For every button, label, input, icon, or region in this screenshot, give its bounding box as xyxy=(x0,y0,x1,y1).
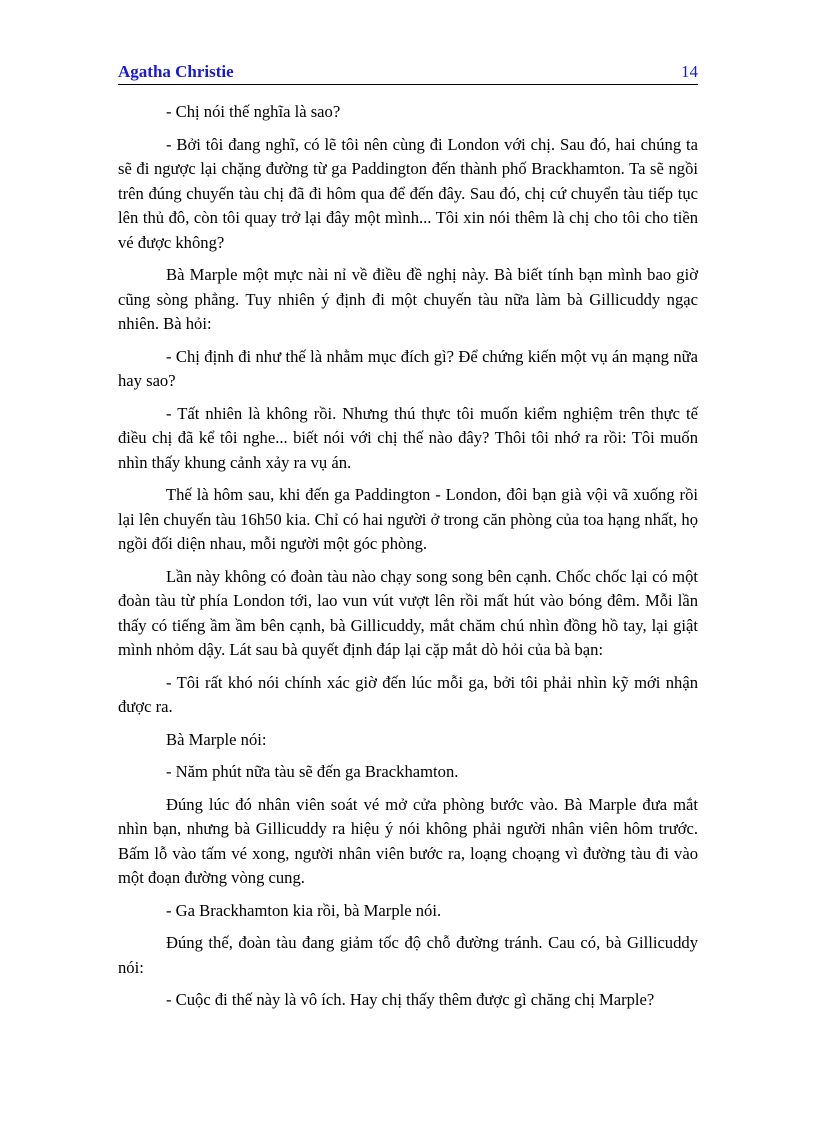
book-author-title: Agatha Christie xyxy=(118,62,234,81)
paragraph: Lần này không có đoàn tàu nào chạy song song bên cạnh. Chốc chốc lại có một đoàn tàu từ phía London tới, lao vun vút vượt lên rồi mất hút vào bóng đêm. Mỗi lần thấy có tiếng ầm ầm bên cạnh, bà Gillicuddy, mắt chăm chú nhìn đồng hồ tay, lại giật mình nhỏm dậy. Lát sau bà quyết định đáp lại cặp mắt dò hỏi của bà bạn: xyxy=(118,566,698,659)
paragraph: Đúng thế, đoàn tàu đang giảm tốc độ chỗ đường tránh. Cau có, bà Gillicuddy nói: xyxy=(118,933,698,977)
page-header xyxy=(118,58,698,85)
paragraph: - Tôi rất khó nói chính xác giờ đến lúc mỗi ga, bởi tôi phải nhìn kỹ mới nhận được ra. xyxy=(118,672,698,716)
paragraph: - Năm phút nữa tàu sẽ đến ga Brackhamton. xyxy=(166,762,459,781)
paragraph: - Ga Brackhamton kia rồi, bà Marple nói. xyxy=(166,900,442,920)
paragraph: Đúng lúc đó nhân viên soát vé mở cửa phòng bước vào. Bà Marple đưa mắt nhìn bạn, nhưng bà Gillicuddy ra hiệu ý nói không phải người nhân viên hôm trước. Bấm lỗ vào tấm vé xong, người nhân viên bước ra, loạng choạng vì đường tàu đi vào một đoạn đường vòng cung. xyxy=(118,794,698,887)
paragraph: - Chị nói thế nghĩa là sao? xyxy=(166,102,341,121)
paragraph: - Cuộc đi thế này là vô ích. Hay chị thấy thêm được gì chăng chị Marple? xyxy=(166,990,655,1009)
paragraph: - Chị định đi như thế là nhằm mục đích gì? Để chứng kiến một vụ án mạng nữa hay sao? xyxy=(118,346,698,390)
paragraph: Thế là hôm sau, khi đến ga Paddington - London, đôi bạn già vội vã xuống rồi lại lên chuyến tàu 16h50 kia. Chỉ có hai người ở trong căn phòng của toa hạng nhất, họ ngồi đối diện nhau, mỗi người một góc phòng. xyxy=(118,485,698,553)
paragraph: Bà Marple một mực nài nỉ về điều đề nghị này. Bà biết tính bạn mình bao giờ cũng sòng phẳng. Tuy nhiên ý định đi một chuyến tàu nữa làm bà Gillicuddy ngạc nhiên. Bà hỏi: xyxy=(118,265,698,333)
paragraph: Bà Marple nói: xyxy=(166,729,267,749)
page-body xyxy=(118,100,698,1021)
paragraph: - Tất nhiên là không rồi. Nhưng thú thực tôi muốn kiểm nghiệm trên thực tế điều chị đã kể tôi nghe... biết nói với chị thế nào đây? Thôi tôi nhớ ra rồi: Tôi muốn nhìn thấy khung cảnh xảy ra vụ án. xyxy=(118,403,698,472)
paragraph: - Bởi tôi đang nghĩ, có lẽ tôi nên cùng đi London với chị. Sau đó, hai chúng ta sẽ đi ngược lại chặng đường từ ga Paddington đến thành phố Brackhamton. Ta sẽ ngồi trên đúng chuyến tàu chị đã đi hôm qua để đến đây. Sau đó, chị cứ chuyển tàu tiếp tục lên thủ đô, còn tôi quay trở lại đây một mình... Tôi xin nói thêm là chị cho tôi cho tiền vé được không? xyxy=(118,134,698,252)
page-number: 14 xyxy=(681,62,698,81)
